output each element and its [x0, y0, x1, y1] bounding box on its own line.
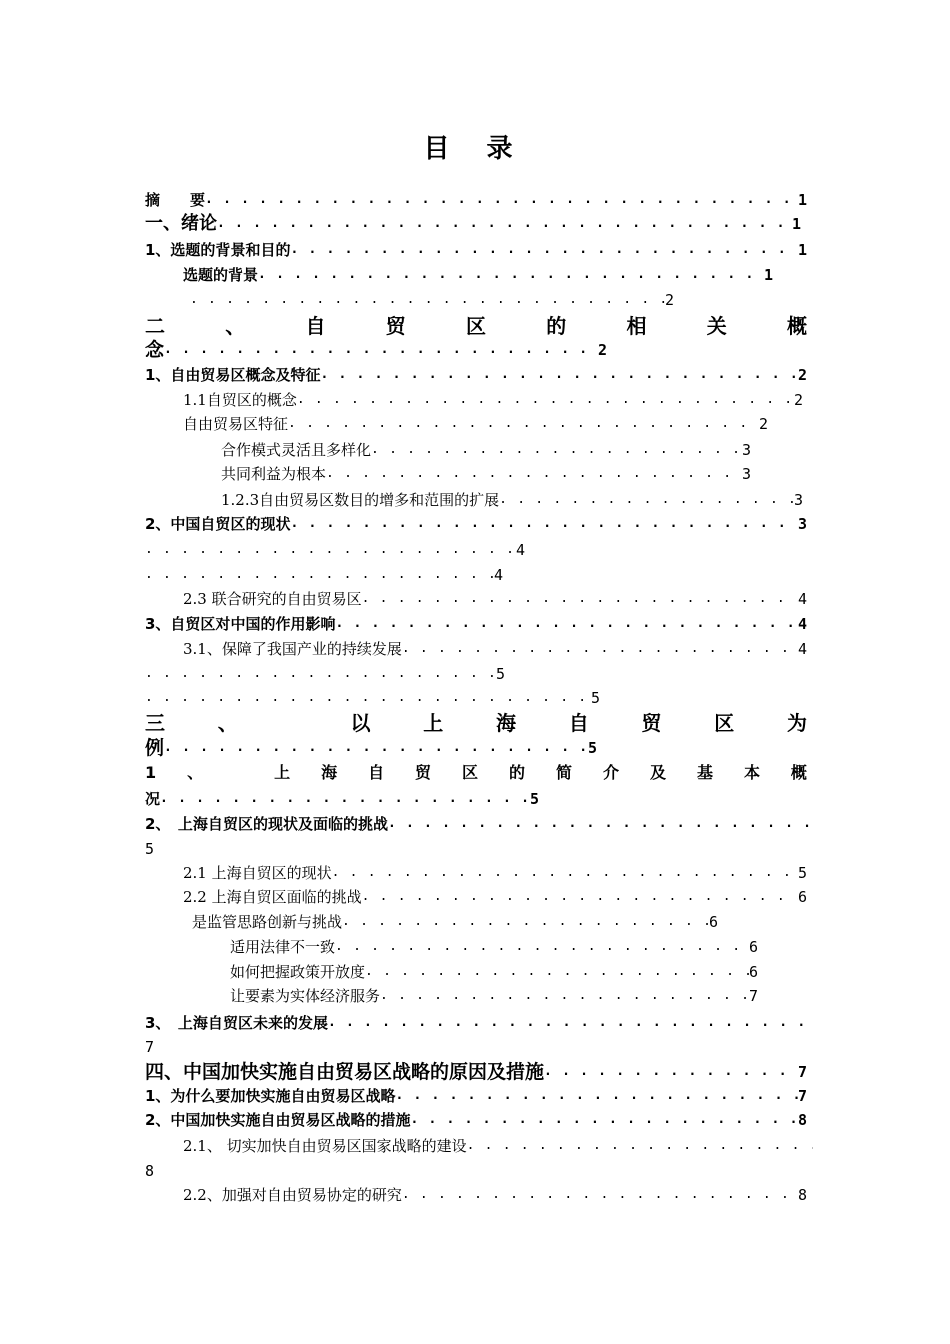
heading-char: 1	[145, 763, 157, 782]
heading-char: 上	[423, 711, 444, 735]
toc-entry-label: 例	[145, 737, 165, 759]
toc-entry[interactable]	[183, 390, 803, 410]
dot-leader	[499, 490, 794, 510]
toc-entry-label: 1、为什么要加快实施自由贸易区战略	[145, 1087, 396, 1105]
toc-title: 目 录	[423, 134, 527, 164]
toc-page-number: 5	[495, 665, 505, 683]
toc-entry[interactable]	[145, 514, 807, 534]
heading-char: 、	[187, 763, 204, 782]
toc-entry[interactable]	[183, 639, 807, 659]
dot-leader	[380, 986, 749, 1006]
toc-entry[interactable]	[145, 814, 813, 834]
toc-entry[interactable]	[145, 340, 607, 360]
toc-page-number: 5	[797, 864, 807, 882]
toc-page-number: 7	[145, 1038, 155, 1056]
heading-char: 贸	[385, 314, 406, 338]
toc-page-number: 6	[797, 888, 807, 906]
heading-char: 区	[714, 711, 735, 735]
toc-page-number: 4	[797, 590, 807, 608]
toc-entry-label: 是监管思路创新与挑战	[192, 913, 343, 931]
dot-leader	[388, 814, 813, 834]
toc-entry-label: 合作模式灵活且多样化	[221, 441, 372, 459]
heading-char: 贸	[641, 711, 662, 735]
dot-leader	[544, 1060, 798, 1084]
heading-char: 的	[509, 763, 526, 782]
toc-page-number: 5	[145, 840, 155, 858]
toc-entry[interactable]	[145, 565, 503, 585]
toc-page-number: 3	[741, 465, 751, 483]
heading-char: 自	[305, 314, 326, 338]
heading-char: 、	[217, 711, 238, 735]
toc-entry-label: 自由贸易区特征	[183, 415, 289, 433]
toc-page-number: 5	[590, 689, 600, 707]
dot-leader	[145, 540, 516, 560]
toc-entry-label: 2、 上海自贸区的现状及面临的挑战	[145, 815, 388, 833]
toc-entry[interactable]	[145, 365, 807, 385]
dot-leader	[467, 1136, 813, 1156]
toc-entry[interactable]	[145, 1060, 807, 1084]
dot-leader	[326, 464, 742, 484]
toc-entry[interactable]	[230, 962, 758, 982]
toc-entry[interactable]	[145, 214, 801, 234]
toc-entry[interactable]	[221, 440, 751, 460]
dot-leader	[145, 565, 494, 585]
toc-entry-label: 共同利益为根本	[221, 465, 327, 483]
toc-page-number: 1	[763, 266, 773, 284]
heading-char: 海	[321, 763, 338, 782]
toc-entry[interactable]	[183, 1185, 807, 1205]
toc-entry-label: 1、选题的背景和目的	[145, 241, 291, 259]
dot-leader	[402, 639, 798, 659]
heading-char: 以	[350, 711, 371, 735]
dot-leader	[335, 937, 749, 957]
toc-entry-label: 2.1 上海自贸区的现状	[183, 864, 332, 882]
toc-entry[interactable]	[183, 863, 807, 883]
dot-leader	[335, 614, 798, 634]
heading-char: 及	[649, 763, 666, 782]
toc-page-number: 3	[797, 515, 807, 533]
heading-char: 概	[787, 314, 807, 338]
dot-leader	[160, 789, 530, 809]
heading-char: 区	[462, 763, 479, 782]
toc-entry-heading-spread[interactable]	[145, 763, 807, 783]
toc-entry-label: 2.3 联合研究的自由贸易区	[183, 590, 362, 608]
toc-page-number: 3	[793, 491, 803, 509]
toc-entry[interactable]	[230, 937, 758, 957]
dot-leader	[365, 962, 749, 982]
dot-leader	[371, 440, 742, 460]
toc-page-number: 8	[797, 1186, 807, 1204]
toc-entry[interactable]	[230, 986, 758, 1006]
toc-entry-label: 四、中国加快实施自由贸易区战略的原因及措施	[145, 1061, 545, 1083]
toc-page-number: 4	[797, 615, 807, 633]
heading-char: 上	[274, 763, 291, 782]
toc-page-number: 8	[145, 1162, 155, 1180]
toc-entry[interactable]	[183, 887, 807, 907]
dot-leader	[190, 290, 665, 310]
dot-leader	[332, 863, 798, 883]
heading-char: 关	[706, 314, 727, 338]
toc-page-number: 5	[529, 790, 539, 808]
heading-char: 自	[368, 763, 385, 782]
toc-entry-label: 2.2、加强对自由贸易协定的研究	[183, 1186, 402, 1204]
toc-entry-label: 1.2.3自由贸易区数目的增多和范围的扩展	[221, 491, 500, 509]
heading-char: 基	[696, 763, 713, 782]
toc-entry-label: 1、自由贸易区概念及特征	[145, 366, 321, 384]
dot-leader	[402, 1185, 798, 1205]
toc-entry-heading-spread[interactable]	[145, 711, 807, 735]
toc-entry[interactable]	[221, 490, 803, 510]
toc-entry[interactable]	[145, 614, 807, 634]
toc-entry[interactable]	[221, 464, 751, 484]
toc-entry[interactable]	[145, 240, 807, 260]
toc-entry-label: 3、自贸区对中国的作用影响	[145, 615, 336, 633]
heading-char: 区	[466, 314, 486, 338]
toc-page-number: 1	[797, 191, 807, 209]
heading-char: 三	[145, 711, 165, 735]
toc-entry[interactable]	[145, 1110, 807, 1130]
toc-page-number: 6	[748, 963, 758, 981]
dot-leader	[258, 265, 764, 285]
heading-char: 、	[225, 314, 246, 338]
dot-leader	[362, 887, 798, 907]
heading-char: 的	[546, 314, 567, 338]
toc-entry[interactable]	[183, 265, 773, 285]
toc-entry[interactable]	[145, 738, 597, 758]
heading-char: 本	[743, 763, 760, 782]
toc-entry[interactable]	[145, 540, 525, 560]
toc-entry-label: 适用法律不一致	[230, 938, 336, 956]
heading-char: 贸	[415, 763, 432, 782]
toc-page-number: 2	[758, 415, 768, 433]
toc-page-number: 7	[797, 1087, 807, 1105]
dot-leader	[290, 240, 798, 260]
toc-entry-label: 2、中国自贸区的现状	[145, 515, 291, 533]
dot-leader	[410, 1110, 798, 1130]
heading-char: 二	[145, 314, 165, 338]
heading-char: 介	[602, 763, 619, 782]
toc-entry-label: 2.2 上海自贸区面临的挑战	[183, 888, 362, 906]
toc-entry[interactable]	[183, 414, 768, 434]
toc-page-number: 6	[748, 938, 758, 956]
heading-char: 海	[496, 711, 516, 735]
heading-char: 简	[556, 763, 573, 782]
toc-entry[interactable]	[145, 688, 600, 708]
heading-char: 相	[626, 314, 647, 338]
dot-leader	[164, 340, 598, 360]
toc-entry[interactable]	[192, 912, 718, 932]
toc-page-number: 2	[664, 291, 674, 309]
toc-page-number: 7	[748, 987, 758, 1005]
toc-entry-label: 2.1、 切实加快自由贸易区国家战略的建设	[183, 1137, 467, 1155]
dot-leader	[205, 190, 798, 210]
toc-entry-heading-spread[interactable]	[145, 314, 807, 338]
toc-entry[interactable]	[145, 664, 505, 684]
dot-leader	[297, 390, 794, 410]
toc-entry-label: 1.1自贸区的概念	[183, 391, 297, 409]
toc-entry-label: 一、绪论	[145, 213, 217, 234]
toc-entry[interactable]	[145, 789, 539, 809]
heading-char: 自	[568, 711, 589, 735]
dot-leader	[164, 738, 588, 758]
toc-entry[interactable]	[145, 1013, 813, 1033]
dot-leader	[290, 514, 798, 534]
toc-page-number: 2	[797, 366, 807, 384]
toc-page-number: 6	[708, 913, 718, 931]
dot-leader	[328, 1013, 813, 1033]
dot-leader	[145, 688, 591, 708]
dot-leader	[395, 1086, 798, 1106]
toc-entry-label: 况	[145, 790, 161, 808]
toc-page-number: 4	[493, 566, 503, 584]
toc-entry-label: 2、中国加快实施自由贸易区战略的措施	[145, 1111, 411, 1129]
toc-page-number: 1	[797, 241, 807, 259]
toc-page-number: 4	[515, 541, 525, 559]
toc-entry-label: 选题的背景	[183, 266, 259, 284]
toc-page-number: 1	[791, 215, 801, 233]
toc-entry-label: 念	[145, 339, 165, 361]
dot-leader	[342, 912, 709, 932]
heading-char: 为	[787, 711, 807, 735]
dot-leader	[145, 664, 496, 684]
toc-entry-label: 摘 要	[145, 191, 206, 209]
dot-leader	[217, 214, 792, 234]
toc-page-number: 8	[797, 1111, 807, 1129]
dot-leader	[288, 414, 759, 434]
toc-page-number: 7	[797, 1063, 807, 1081]
toc-entry-label: 3.1、保障了我国产业的持续发展	[183, 640, 402, 658]
toc-page-number: 4	[797, 640, 807, 658]
toc-entry-label: 让要素为实体经济服务	[230, 987, 381, 1005]
toc-entry[interactable]	[190, 290, 674, 310]
toc-page-number: 5	[587, 739, 597, 757]
toc-entry-label: 3、 上海自贸区未来的发展	[145, 1014, 328, 1032]
toc-entry[interactable]	[183, 589, 807, 609]
toc-page-number: 3	[741, 441, 751, 459]
heading-char: 概	[790, 763, 807, 782]
toc-page-number: 2	[597, 341, 607, 359]
dot-leader	[320, 365, 798, 385]
toc-entry[interactable]	[145, 190, 807, 210]
toc-page-number: 2	[793, 391, 803, 409]
dot-leader	[362, 589, 798, 609]
toc-entry[interactable]	[183, 1136, 813, 1156]
toc-entry[interactable]	[145, 1086, 807, 1106]
toc-entry-label: 如何把握政策开放度	[230, 963, 366, 981]
